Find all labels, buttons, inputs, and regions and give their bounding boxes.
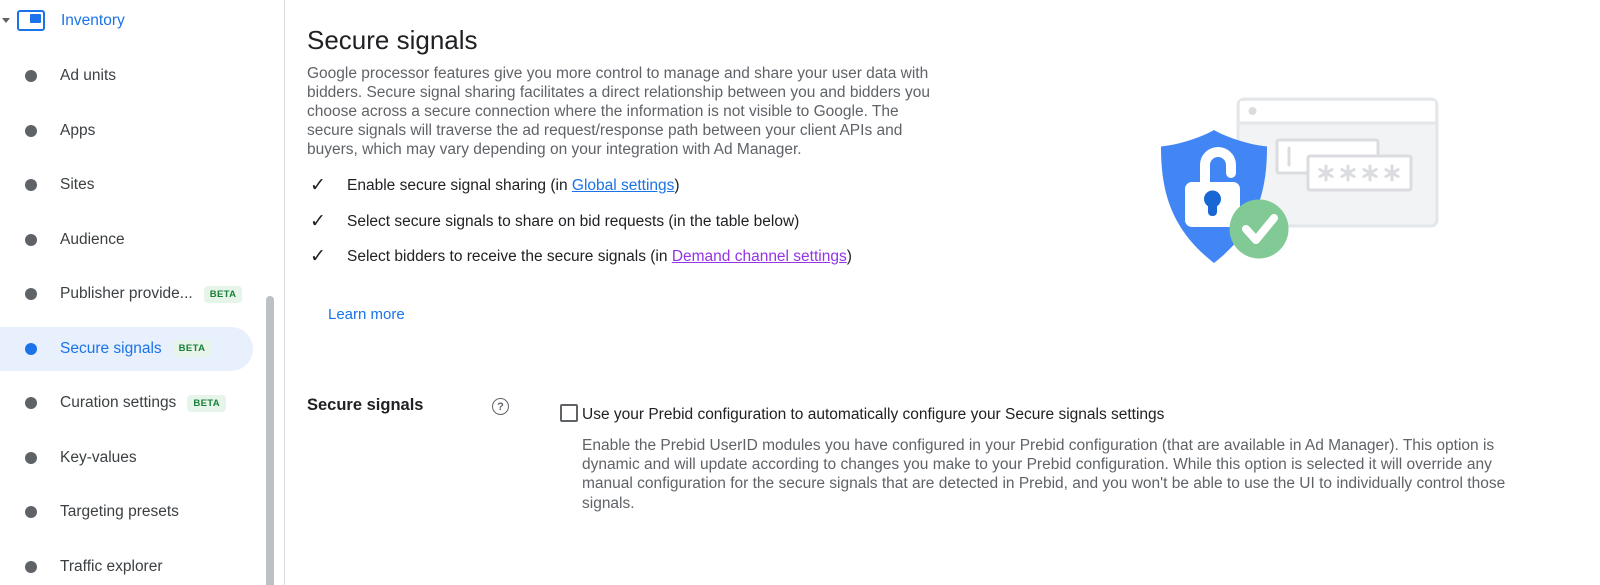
sidebar-item-secure-signals[interactable]: Secure signals BETA — [0, 327, 253, 371]
sidebar-item-curation-settings[interactable]: Curation settings BETA — [0, 381, 285, 425]
bullet-icon — [25, 561, 37, 573]
prebid-description: Enable the Prebid UserID modules you have configured in your Prebid configuration (that are available in Ad Manager). This option is dynamic and will update according to changes you make to your Prebid configuration. While this option is selected it will override any manual configuration for the secure signals that are detected in Prebid, and you won't be able to use the UI to individually control those signals. — [582, 437, 1506, 512]
intro-text: Google processor features give you more control to manage and share your user data with bidders. Secure signal sharing facilitates a direct relationship between you and bidders you choose across a secure connection where the information is not visible to Google. The secure signals will traverse the ad request/response path between your client APIs and buyers, which may vary depending on your integration with Ad Manager. — [307, 65, 930, 158]
checklist-item: ✓ Select bidders to receive the secure signals (in Demand channel settings) — [307, 246, 1007, 267]
bullet-icon — [25, 452, 37, 464]
window-dot-icon — [1249, 107, 1257, 115]
sidebar-item-sites[interactable]: Sites — [0, 163, 285, 207]
checkmark-icon: ✓ — [310, 175, 326, 196]
prebid-checkbox-label[interactable]: Use your Prebid configuration to automatically configure your Secure signals settings — [582, 406, 1165, 423]
sidebar-item-ad-units[interactable]: Ad units — [0, 54, 285, 98]
bullet-icon — [25, 288, 37, 300]
beta-badge: BETA — [204, 286, 243, 303]
sidebar-item-publisher-provided[interactable]: Publisher provide... BETA — [0, 272, 285, 316]
chevron-down-icon[interactable] — [2, 18, 10, 23]
bullet-icon — [25, 397, 37, 409]
page-title: Secure signals — [307, 25, 478, 55]
beta-badge: BETA — [173, 340, 212, 357]
bullet-icon — [25, 234, 37, 246]
section-title: Secure signals — [307, 396, 424, 414]
sidebar-item-inventory[interactable] — [2, 10, 125, 31]
prebid-checkbox[interactable] — [560, 404, 578, 422]
checklist-item: ✓ Enable secure signal sharing (in Global settings) — [307, 175, 1007, 196]
sidebar-item-apps[interactable]: Apps — [0, 109, 285, 153]
secure-signals-illustration — [1128, 85, 1440, 270]
beta-badge: BETA — [187, 395, 226, 412]
inventory-sidebar — [0, 0, 285, 585]
demand-channel-settings-link[interactable]: Demand channel settings — [671, 248, 847, 265]
learn-more-link[interactable]: Learn more — [328, 306, 405, 323]
password-field-graphic — [1308, 156, 1411, 190]
setup-checklist — [307, 175, 1007, 282]
checkmark-icon: ✓ — [310, 210, 326, 232]
help-icon[interactable]: ? — [492, 398, 509, 415]
checkmark-icon: ✓ — [310, 246, 326, 267]
sidebar-item-targeting-presets[interactable]: Targeting presets — [0, 490, 285, 534]
sidebar-header-label: Inventory — [61, 11, 125, 29]
sidebar-item-traffic-explorer[interactable]: Traffic explorer — [0, 545, 285, 585]
bullet-icon — [25, 125, 37, 137]
sidebar-item-audience[interactable]: Audience — [0, 218, 285, 262]
checklist-item: ✓ Select secure signals to share on bid requests (in the table below) — [307, 211, 1007, 232]
check-badge-icon — [1230, 200, 1289, 259]
bullet-icon — [25, 70, 37, 82]
bullet-icon — [25, 506, 37, 518]
global-settings-link[interactable]: Global settings — [571, 177, 675, 194]
bullet-icon — [25, 343, 37, 355]
inventory-icon — [17, 10, 45, 31]
sidebar-item-key-values[interactable]: Key-values — [0, 436, 285, 480]
sidebar-scrollbar[interactable] — [266, 296, 274, 585]
bullet-icon — [25, 179, 37, 191]
